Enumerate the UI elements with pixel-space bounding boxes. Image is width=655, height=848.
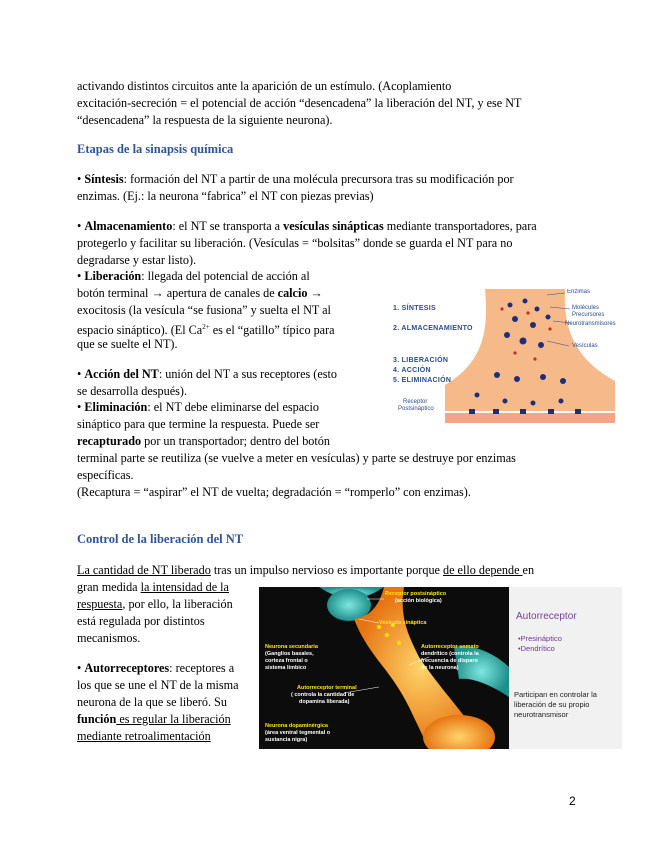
receptor-label: Receptor xyxy=(403,399,428,405)
control-line-3 xyxy=(77,597,233,613)
postsinaptico-label: Postsináptico xyxy=(398,406,434,412)
autorreceptor-info-panel xyxy=(509,587,622,749)
liberacion-line-4 xyxy=(77,320,335,339)
enzimas-label: Enzimas xyxy=(567,289,591,295)
underlined-retroalimentacion: mediante retroalimentación xyxy=(77,729,211,743)
neurona-secundaria-line-2: (Ganglios basales, xyxy=(265,651,314,657)
underlined-depende: de ello depende xyxy=(443,563,523,577)
neurona-secundaria-line-4: sistema límbico xyxy=(265,665,307,671)
control-text-1b: en xyxy=(522,563,535,577)
term-funcion: función xyxy=(77,712,117,726)
autorreceptores-line-5 xyxy=(77,729,211,745)
underlined-cantidad: La cantidad de NT liberado xyxy=(77,563,211,577)
eliminacion-text: : el NT debe eliminarse del espacio xyxy=(147,400,320,414)
control-line-2 xyxy=(77,580,229,596)
synapse-stages-figure xyxy=(365,289,623,423)
molecules-label: Molécules xyxy=(572,305,600,311)
vesiculas-label: Vesículas xyxy=(572,343,598,349)
control-line-5: mecanismos. xyxy=(77,631,141,645)
underlined-intensidad: la intensidad de la xyxy=(140,580,229,594)
step-4-label: 4. ACCIÓN xyxy=(393,367,431,374)
eliminacion-line-5: específicas. xyxy=(77,468,134,482)
precursores-label: Precursores xyxy=(572,312,605,318)
term-eliminacion: Eliminación xyxy=(84,400,148,414)
liberacion-text-4b: es el “gatillo” típico para xyxy=(209,323,335,338)
autorreceptor-terminal-line-2: ( controla la cantidad de xyxy=(291,692,355,698)
control-text-3: , por ello, la liberación xyxy=(122,597,233,611)
bullet: • xyxy=(77,400,85,414)
eliminacion-line-3 xyxy=(77,434,330,450)
autorreceptor-somato-line-3: frecuencia de disparo xyxy=(421,658,478,664)
neurona-secundaria-line-3: corteza frontal o xyxy=(265,658,308,664)
autorreceptor-somato-line-4: de la neurona) xyxy=(421,665,459,671)
step-1-label: 1. SÍNTESIS xyxy=(393,305,436,312)
intro-line-1: activando distintos circuitos ante la aparición de un estímulo. (Acoplamiento xyxy=(77,79,452,93)
sintesis-text: : formación del NT a partir de una molécula precursora tras su modificación por xyxy=(123,172,514,186)
almacenamiento-line-3: degradarse y estar listo). xyxy=(77,253,197,267)
control-text-1: tras un impulso nervioso es importante porque xyxy=(210,563,443,577)
panel-desc-line-2: liberación de su propio xyxy=(514,700,590,709)
neurona-dopaminergica-line-2: (área ventral tegmental o xyxy=(265,730,331,736)
almacenamiento-text-2: mediante transportadores, para xyxy=(383,219,537,233)
liberacion-text-2: botón terminal → apertura de canales de xyxy=(77,286,278,300)
term-sintesis: Síntesis xyxy=(84,172,124,186)
panel-item-dendritico: •Dendrítico xyxy=(518,644,555,653)
receptor-postsinaptico-label: Receptor postsináptico xyxy=(385,591,447,597)
sintesis-line-1 xyxy=(77,172,514,188)
bullet: • xyxy=(77,661,85,675)
panel-title: Autorreceptor xyxy=(516,611,577,622)
liberacion-line-2 xyxy=(77,286,323,302)
term-recapturado: recapturado xyxy=(77,434,142,448)
accion-biologica-label: (acción biológica) xyxy=(395,598,442,604)
autoreceptor-figure xyxy=(259,587,622,749)
almacenamiento-line-1 xyxy=(77,219,537,235)
autoreceptor-dark-diagram xyxy=(259,587,509,749)
step-2-label: 2. ALMACENAMIENTO xyxy=(393,325,473,332)
postsynaptic-membrane-shape xyxy=(445,413,615,423)
panel-desc-line-3: neurotransmisor xyxy=(514,710,569,719)
autorreceptor-somato-label: Autorreceptor somato xyxy=(421,644,479,650)
bullet: • xyxy=(77,269,85,283)
eliminacion-line-4: terminal parte se reutiliza (se vuelve a meter en vesículas) y parte se destruye por enzimas xyxy=(77,451,516,465)
liberacion-line-1 xyxy=(77,269,310,285)
autorreceptor-somato-line-2: dendrítico (controla la xyxy=(421,651,479,657)
eliminacion-line-6: (Recaptura = “aspirar” el NT de vuelta; degradación = “romperlo” con enzimas). xyxy=(77,485,471,499)
intro-line-3: “desencadena” la respuesta de la siguiente neurona). xyxy=(77,113,333,127)
underlined-regular: es regular la liberación xyxy=(116,712,231,726)
autorreceptores-line-2: los que se une el NT de la misma xyxy=(77,678,239,692)
term-accion: Acción del NT xyxy=(84,367,159,381)
accion-line-2: se desarrolla después). xyxy=(77,384,187,398)
liberacion-text-4: espacio sináptico). (El Ca xyxy=(77,323,203,338)
term-autorreceptores: Autorreceptores xyxy=(84,661,170,675)
panel-desc-line-1: Participan en controlar la xyxy=(514,690,597,699)
autorreceptores-line-4 xyxy=(77,712,231,728)
arrow-text: → xyxy=(307,286,323,300)
sintesis-line-2: enzimas. (Ej.: la neurona “fabrica” el NT con piezas previas) xyxy=(77,189,374,203)
autorreceptores-text: : receptores a xyxy=(169,661,235,675)
section-heading-etapas: Etapas de la sinapsis química xyxy=(77,142,234,156)
bullet: • xyxy=(77,172,85,186)
superscript-2plus: 2+ xyxy=(202,323,210,331)
bullet: • xyxy=(77,367,85,381)
autorreceptor-terminal-line-3: dopamina liberada) xyxy=(299,699,350,705)
vesicula-sinaptica-label: Vesícula sináptica xyxy=(379,620,427,626)
neurona-dopaminergica-line-3: sustancia nigra) xyxy=(265,737,308,743)
neurona-dopaminergica-label: Neurona dopaminérgica xyxy=(265,723,328,729)
intro-line-2: excitación-secreción = el potencial de acción “desencadena” la liberación del NT, y ese NT xyxy=(77,96,522,110)
panel-item-presinaptico: •Presináptico xyxy=(518,634,562,643)
control-text-2: gran medida xyxy=(77,580,141,594)
control-line-1 xyxy=(77,563,534,579)
autorreceptores-line-1 xyxy=(77,661,234,677)
step-5-label: 5. ELIMINACIÓN xyxy=(393,377,452,384)
almacenamiento-line-2: protegerlo y facilitar su liberación. (Vesículas = “bolsitas” donde se guarda el NT para no xyxy=(77,236,513,250)
bullet: • xyxy=(77,219,85,233)
term-calcio: calcio xyxy=(277,286,308,300)
control-line-4: está regulada por distintos xyxy=(77,614,205,628)
step-3-label: 3. LIBERACIÓN xyxy=(393,357,449,364)
section-heading-control: Control de la liberación del NT xyxy=(77,532,244,546)
eliminacion-line-1 xyxy=(77,400,319,416)
accion-line-1 xyxy=(77,367,337,383)
page-number: 2 xyxy=(569,794,576,808)
eliminacion-line-2: sináptico para que termine la respuesta. Puede ser xyxy=(77,417,320,431)
underlined-respuesta: respuesta xyxy=(77,597,123,611)
almacenamiento-text: : el NT se transporta a xyxy=(172,219,284,233)
accion-text: : unión del NT a sus receptores (esto xyxy=(158,367,337,381)
eliminacion-text-3: por un transportador; dentro del botón xyxy=(141,434,330,448)
neurotransmisores-label: Neurotransmisores xyxy=(565,321,616,327)
term-almacenamiento: Almacenamiento xyxy=(84,219,173,233)
liberacion-line-3: exocitosis (la vesícula “se fusiona” y suelta el NT al xyxy=(77,303,331,317)
autorreceptor-terminal-label: Autorreceptor terminal xyxy=(297,685,357,691)
neurona-secundaria-label: Neurona secundaria xyxy=(265,644,318,650)
autorreceptores-line-3: neurona de la que se liberó. Su xyxy=(77,695,227,709)
term-liberacion: Liberación xyxy=(84,269,142,283)
liberacion-text: : llegada del potencial de acción al xyxy=(141,269,310,283)
liberacion-line-5: que se suelte el NT). xyxy=(77,337,178,351)
term-vesiculas: vesículas sinápticas xyxy=(283,219,384,233)
